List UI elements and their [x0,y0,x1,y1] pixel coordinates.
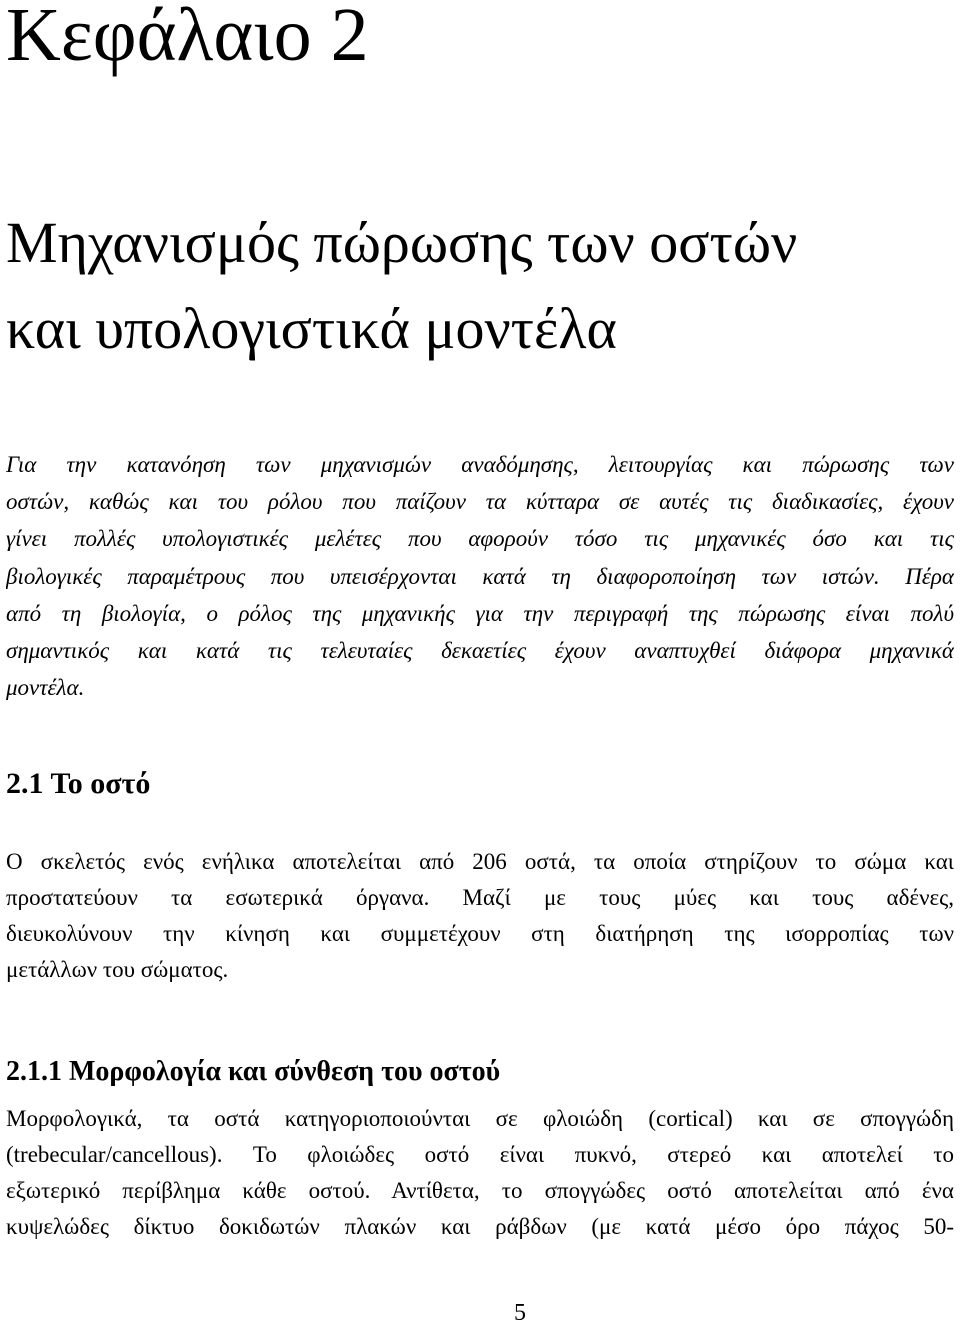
section-2-1-paragraph [6,844,954,988]
text-line: σημαντικός και κατά τις τελευταίες δεκαετίες έχουν αναπτυχθεί διάφορα μηχανικά [6,637,954,663]
text-line: γίνει πολλές υπολογιστικές μελέτες που αφορούν τόσο τις μηχανικές όσο και τις [6,526,954,552]
intro-paragraph [6,446,954,706]
section-heading-2-1: 2.1 Το οστό [6,767,151,800]
text-line: εξωτερικό περίβλημα κάθε οστού. Αντίθετα, το σπογγώδες οστό αποτελείται από ένα [6,1178,954,1203]
text-line: οστών, καθώς και του ρόλου που παίζουν τα κύτταρα σε αυτές τις διαδικασίες, έχουν [6,489,954,515]
text-line: από τη βιολογία, ο ρόλος της μηχανικής για την περιγραφή της πώρωσης είναι πολύ [6,600,954,626]
text-line: μοντέλα. [6,675,85,701]
text-line: μετάλλων του σώματος. [6,957,229,982]
text-line: (trebecular/cancellous). Το φλοιώδες οστό είναι πυκνό, στερεό και αποτελεί το [6,1142,954,1167]
text-line: βιολογικές παραμέτρους που υπεισέρχονται κατά τη διαφοροποίηση των ιστών. Πέρα [6,563,954,589]
text-line: διευκολύνουν την κίνηση και συμμετέχουν στη διατήρηση της ισορροπίας των [6,921,954,946]
section-heading-2-1-1: 2.1.1 Μορφολογία και σύνθεση του οστού [6,1056,501,1087]
section-2-1-1-paragraph [6,1101,954,1245]
text-line: κυψελώδες δίκτυο δοκιδωτών πλακών και ράβδων (με κατά μέσο όρο πάχος 50- [6,1214,954,1239]
chapter-title [6,200,797,372]
page-number: 5 [514,1300,526,1326]
chapter-title-line: Μηχανισμός πώρωσης των οστών [6,210,798,275]
chapter-label: Κεφάλαιο 2 [6,0,369,77]
text-line: Ο σκελετός ενός ενήλικα αποτελείται από 206 οστά, τα οποία στηρίζουν το σώμα και [6,849,954,874]
text-line: Μορφολογικά, τα οστά κατηγοριοποιούνται σε φλοιώδη (cortical) και σε σπογγώδη [6,1106,954,1131]
text-line: προστατεύουν τα εσωτερικά όργανα. Μαζί με τους μύες και τους αδένες, [6,885,954,910]
chapter-title-line: και υπολογιστικά μοντέλα [6,296,617,361]
text-line: Για την κατανόηση των μηχανισμών αναδόμησης, λειτουργίας και πώρωσης των [6,452,954,477]
